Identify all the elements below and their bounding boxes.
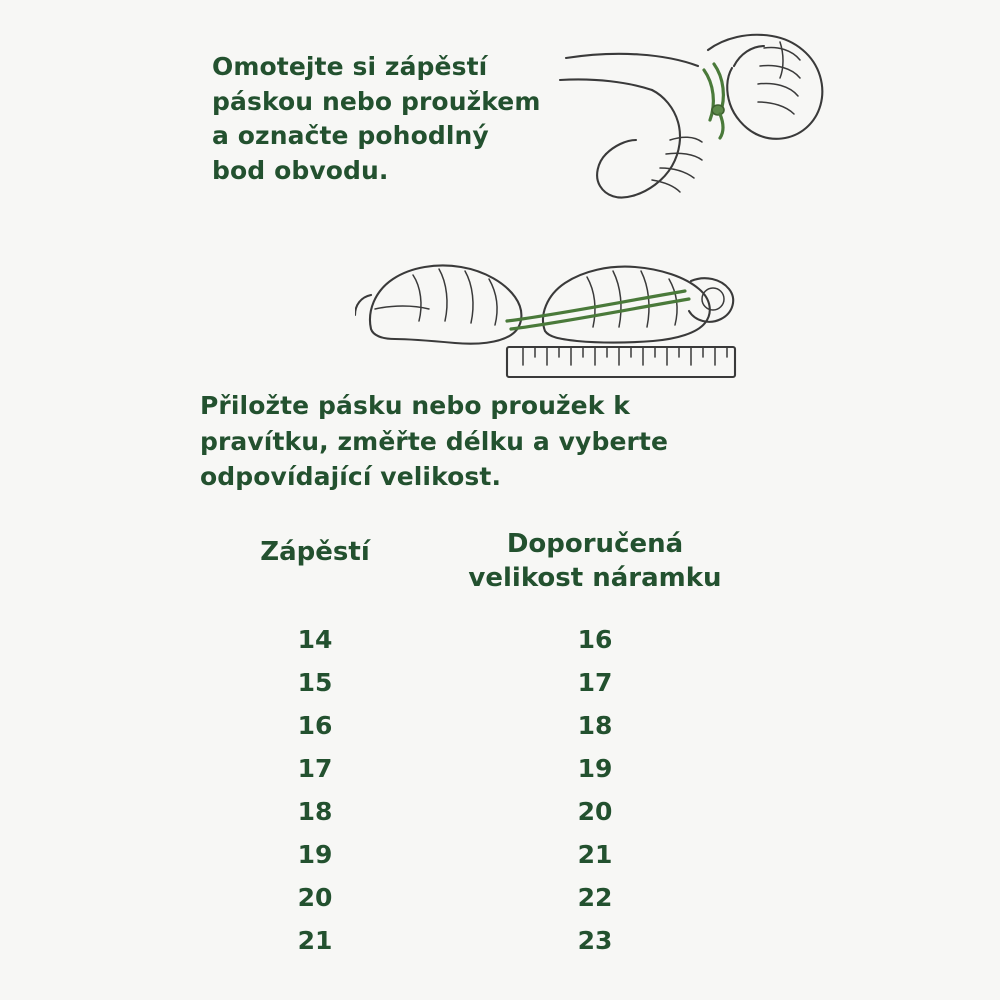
table-row xyxy=(200,618,800,661)
table-row xyxy=(200,919,800,962)
step-1-line-3: a označte pohodlný xyxy=(212,121,489,150)
step-2-instruction xyxy=(200,388,760,495)
cell-size: 19 xyxy=(577,753,613,783)
cell-size: 17 xyxy=(577,667,613,697)
table-row xyxy=(200,704,800,747)
column-header-wrist: Zápěstí xyxy=(260,537,370,567)
cell-wrist: 16 xyxy=(297,710,333,740)
step-1-line-1: Omotejte si zápěstí xyxy=(212,52,488,81)
size-table-body xyxy=(200,618,800,962)
table-row xyxy=(200,833,800,876)
column-header-recommended-line-1: Doporučená xyxy=(506,529,684,559)
cell-wrist: 21 xyxy=(297,925,333,955)
table-row xyxy=(200,747,800,790)
size-table-header xyxy=(200,528,800,596)
table-row xyxy=(200,790,800,833)
column-header-recommended-line-2: velikost náramku xyxy=(468,562,722,593)
cell-size: 20 xyxy=(577,796,613,826)
hands-measuring-strip-with-ruler-icon xyxy=(355,235,775,380)
table-row xyxy=(200,661,800,704)
cell-size: 21 xyxy=(577,839,613,869)
step-2-line-2: pravítku, změřte délku a vyberte xyxy=(200,426,669,456)
table-row xyxy=(200,876,800,919)
step-2-line-3: odpovídající velikost. xyxy=(200,462,502,491)
cell-size: 22 xyxy=(577,882,613,912)
step-2-line-1: Přiložte pásku nebo proužek k xyxy=(200,391,630,420)
cell-wrist: 17 xyxy=(297,753,333,783)
cell-wrist: 15 xyxy=(297,667,333,697)
cell-wrist: 19 xyxy=(297,839,333,869)
cell-wrist: 14 xyxy=(297,624,333,654)
step-1-instruction xyxy=(212,50,552,188)
cell-size: 16 xyxy=(577,624,613,654)
cell-size: 18 xyxy=(577,710,613,740)
step-1-line-2: páskou nebo proužkem xyxy=(212,86,541,116)
column-header-recommended-size xyxy=(430,528,760,596)
hand-wrapping-strip-around-wrist-icon xyxy=(548,20,838,240)
step-1-line-4: bod obvodu. xyxy=(212,155,389,185)
cell-size: 23 xyxy=(577,925,613,955)
cell-wrist: 20 xyxy=(297,882,333,912)
size-table xyxy=(200,528,800,962)
cell-wrist: 18 xyxy=(297,796,333,826)
